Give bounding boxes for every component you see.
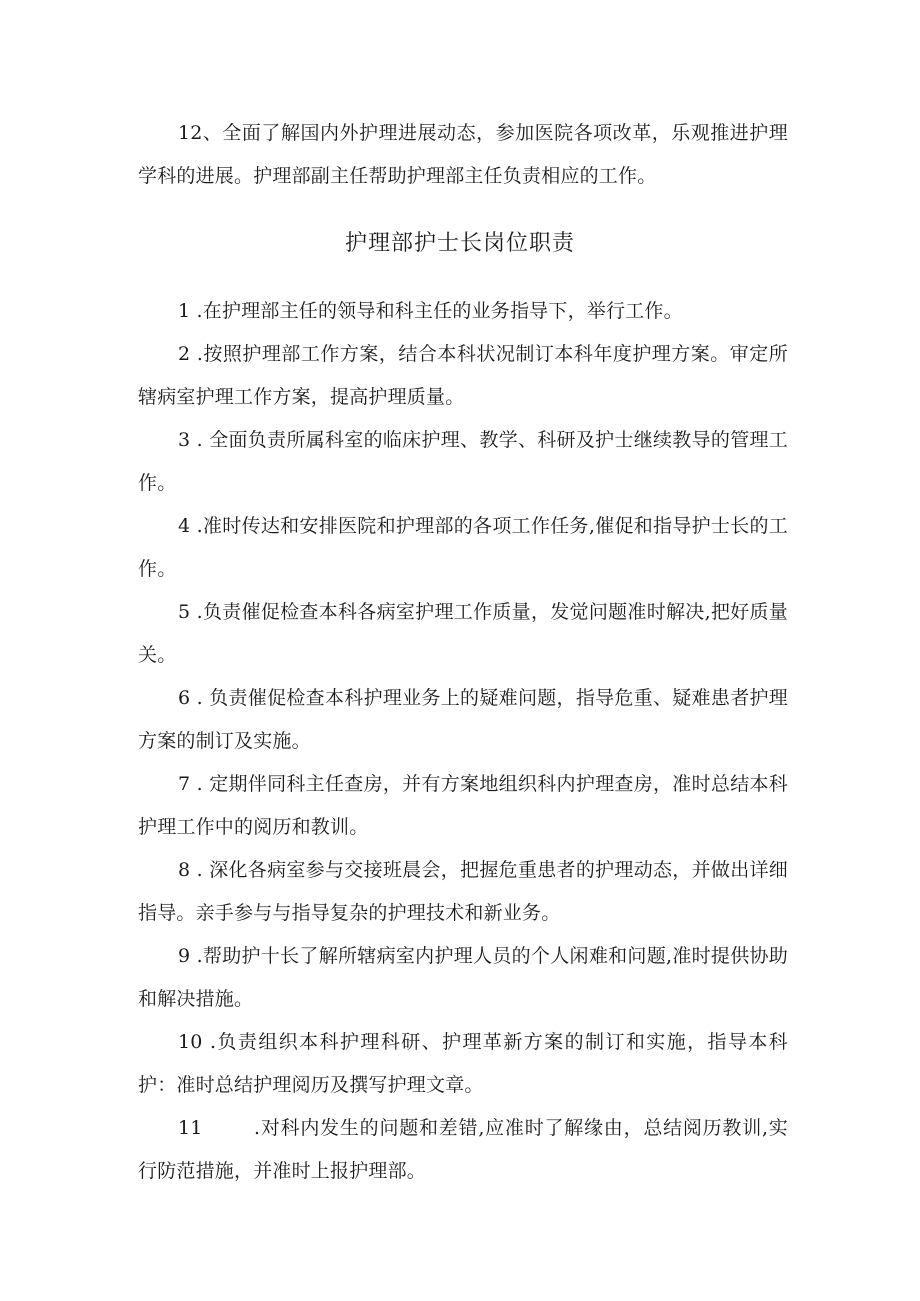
- paragraph-item-2: [138, 333, 788, 419]
- item-number: 4: [178, 515, 191, 537]
- item-text: .帮助护十长了解所辖病室内护理人员的个人闲难和问题,准时提供协助和解决措施。: [138, 945, 788, 1010]
- item-text: .负责催促检查本科各病室护理工作质量，发觉问题准时解决,把好质量关。: [138, 601, 788, 666]
- paragraph-item-8: [138, 849, 788, 935]
- item-text: .在护理部主任的领导和科主任的业务指导下，举行工作。: [190, 300, 683, 322]
- paragraph-item-12: [138, 112, 788, 198]
- item-number: 1: [178, 300, 191, 322]
- item-number: 11: [178, 1117, 203, 1139]
- section-title: 护理部护士长岗位职责: [344, 231, 575, 256]
- item-text: .对科内发生的问题和差错,应准时了解缘由，总结阅历教训,实行防范措施，并准时上报护理部。: [138, 1117, 788, 1182]
- paragraph-item-1: [138, 290, 788, 333]
- item-number: 2: [178, 343, 191, 365]
- item-number: 10: [178, 1031, 203, 1053]
- item-number: 6: [178, 687, 191, 709]
- paragraph-item-4: [138, 505, 788, 591]
- item-text: . 全面负责所属科室的临床护理、教学、科研及护士继续教导的管理工作。: [138, 429, 788, 494]
- item-text: . 深化各病室参与交接班晨会，把握危重患者的护理动态，并做出详细指导。亲手参与与指导复杂的护理技术和新业务。: [138, 859, 788, 924]
- item-text: .负责组织本科护理科研、护理革新方案的制订和实施，指导本科护：准时总结护理阅历及撰写护理文章。: [138, 1031, 788, 1096]
- item-text: . 负责催促检查本科护理业务上的疑难问题，指导危重、疑难患者护理方案的制订及实施。: [138, 687, 788, 752]
- item-text: .按照护理部工作方案，结合本科状况制订本科年度护理方案。审定所辖病室护理工作方案，提高护理质量。: [138, 343, 788, 408]
- item-number: 9: [178, 945, 191, 967]
- paragraph-item-3: [138, 419, 788, 505]
- item-number: 3: [178, 429, 191, 451]
- paragraph-item-6: [138, 677, 788, 763]
- item-number: 12、: [178, 122, 223, 144]
- item-number: 8: [178, 859, 191, 881]
- item-number: 5: [178, 601, 191, 623]
- paragraph-item-10: [138, 1021, 788, 1107]
- paragraph-item-9: [138, 935, 788, 1021]
- paragraph-item-7: [138, 763, 788, 849]
- item-text: . 定期伴同科主任查房，并有方案地组织科内护理查房，准时总结本科护理工作中的阅历和教训。: [138, 773, 788, 838]
- item-text: .准时传达和安排医院和护理部的各项工作任务,催促和指导护士长的工作。: [138, 515, 788, 580]
- paragraph-item-11: [138, 1107, 788, 1193]
- item-number: 7: [178, 773, 191, 795]
- item-text: 全面了解国内外护理进展动态，参加医院各项改革，乐观推进护理学科的进展。护理部副主任帮助护理部主任负责相应的工作。: [138, 122, 788, 187]
- paragraph-item-5: [138, 591, 788, 677]
